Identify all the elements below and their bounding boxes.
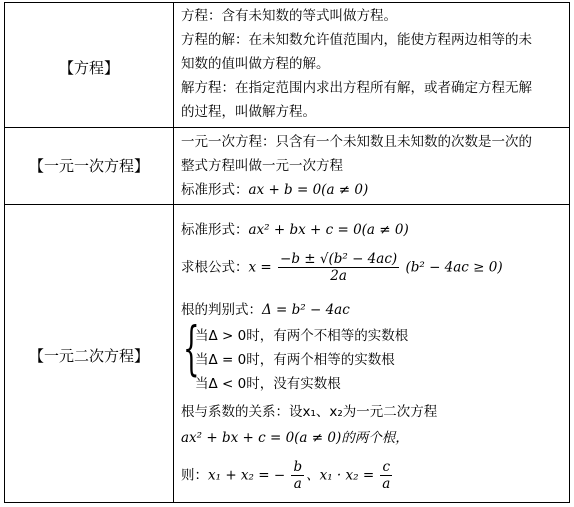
vieta-equation-line: ax² + bx + c = 0(a ≠ 0)的两个根， xyxy=(181,430,409,446)
definition-line: 解方程：在指定范围内求出方程所有解，或者确定方程无解 xyxy=(181,80,532,96)
root-formula-numerator: −b ± √(b² − 4ac) xyxy=(280,251,398,267)
root-formula-label: 求根公式： xyxy=(181,259,249,276)
standard-form-line xyxy=(181,179,368,201)
sum-denominator: a xyxy=(293,476,302,492)
case-line: 当Δ < 0时，没有实数根 xyxy=(195,376,341,392)
cases-brace: { xyxy=(183,314,200,382)
product-denominator: a xyxy=(382,476,391,492)
definition-line: 方程的解：在未知数允许值范围内，能使方程两边相等的未 xyxy=(181,32,532,48)
formula-table xyxy=(4,2,570,503)
column-divider xyxy=(173,3,174,502)
product-of-roots-fraction xyxy=(380,459,392,492)
definition-line: 知数的值叫做方程的解。 xyxy=(181,56,330,72)
product-numerator: c xyxy=(382,459,390,475)
row-divider-2 xyxy=(5,204,569,205)
sum-numerator: b xyxy=(293,459,303,475)
definition-line: 一元一次方程：只含有一个未知数且未知数的次数是一次的 xyxy=(181,134,532,150)
sum-of-roots-fraction xyxy=(291,459,304,492)
discriminant-formula: Δ = b² − 4ac xyxy=(262,302,350,318)
standard-form-formula: ax² + bx + c = 0(a ≠ 0) xyxy=(248,222,409,238)
row-label-equation: 【方程】 xyxy=(58,59,119,77)
row-label-quadratic-equation: 【一元二次方程】 xyxy=(28,347,149,365)
discriminant-label: 根的判别式： xyxy=(181,302,262,318)
then-label: 则： xyxy=(181,467,208,484)
definition-line: 整式方程叫做一元一次方程 xyxy=(181,158,343,174)
root-formula-line xyxy=(181,251,503,284)
root-formula-denominator: 2a xyxy=(330,268,347,284)
definition-line: 的过程，叫做解方程。 xyxy=(181,104,316,120)
root-formula-lhs: x = xyxy=(248,259,272,276)
standard-form-line xyxy=(181,219,409,241)
root-formula-fraction xyxy=(278,251,399,284)
case-line: 当Δ > 0时，有两个不相等的实数根 xyxy=(195,328,409,344)
row-label-linear-equation: 【一元一次方程】 xyxy=(28,157,149,175)
standard-form-label: 标准形式： xyxy=(181,222,249,238)
row-divider-1 xyxy=(5,127,569,128)
standard-form-label: 标准形式： xyxy=(181,182,249,198)
product-of-roots-lhs: 、x₁ · x₂ = xyxy=(306,467,375,484)
root-formula-condition: (b² − 4ac ≥ 0) xyxy=(405,259,503,276)
vieta-intro-line: 根与系数的关系：设x₁、x₂为一元二次方程 xyxy=(181,404,438,420)
definition-line: 方程：含有未知数的等式叫做方程。 xyxy=(181,8,397,24)
sum-of-roots-lhs: x₁ + x₂ = − xyxy=(208,467,286,484)
standard-form-formula: ax + b = 0(a ≠ 0) xyxy=(248,182,369,198)
discriminant-line xyxy=(181,299,350,321)
vieta-formula-line xyxy=(181,459,394,492)
case-line: 当Δ = 0时，有两个相等的实数根 xyxy=(195,352,395,368)
